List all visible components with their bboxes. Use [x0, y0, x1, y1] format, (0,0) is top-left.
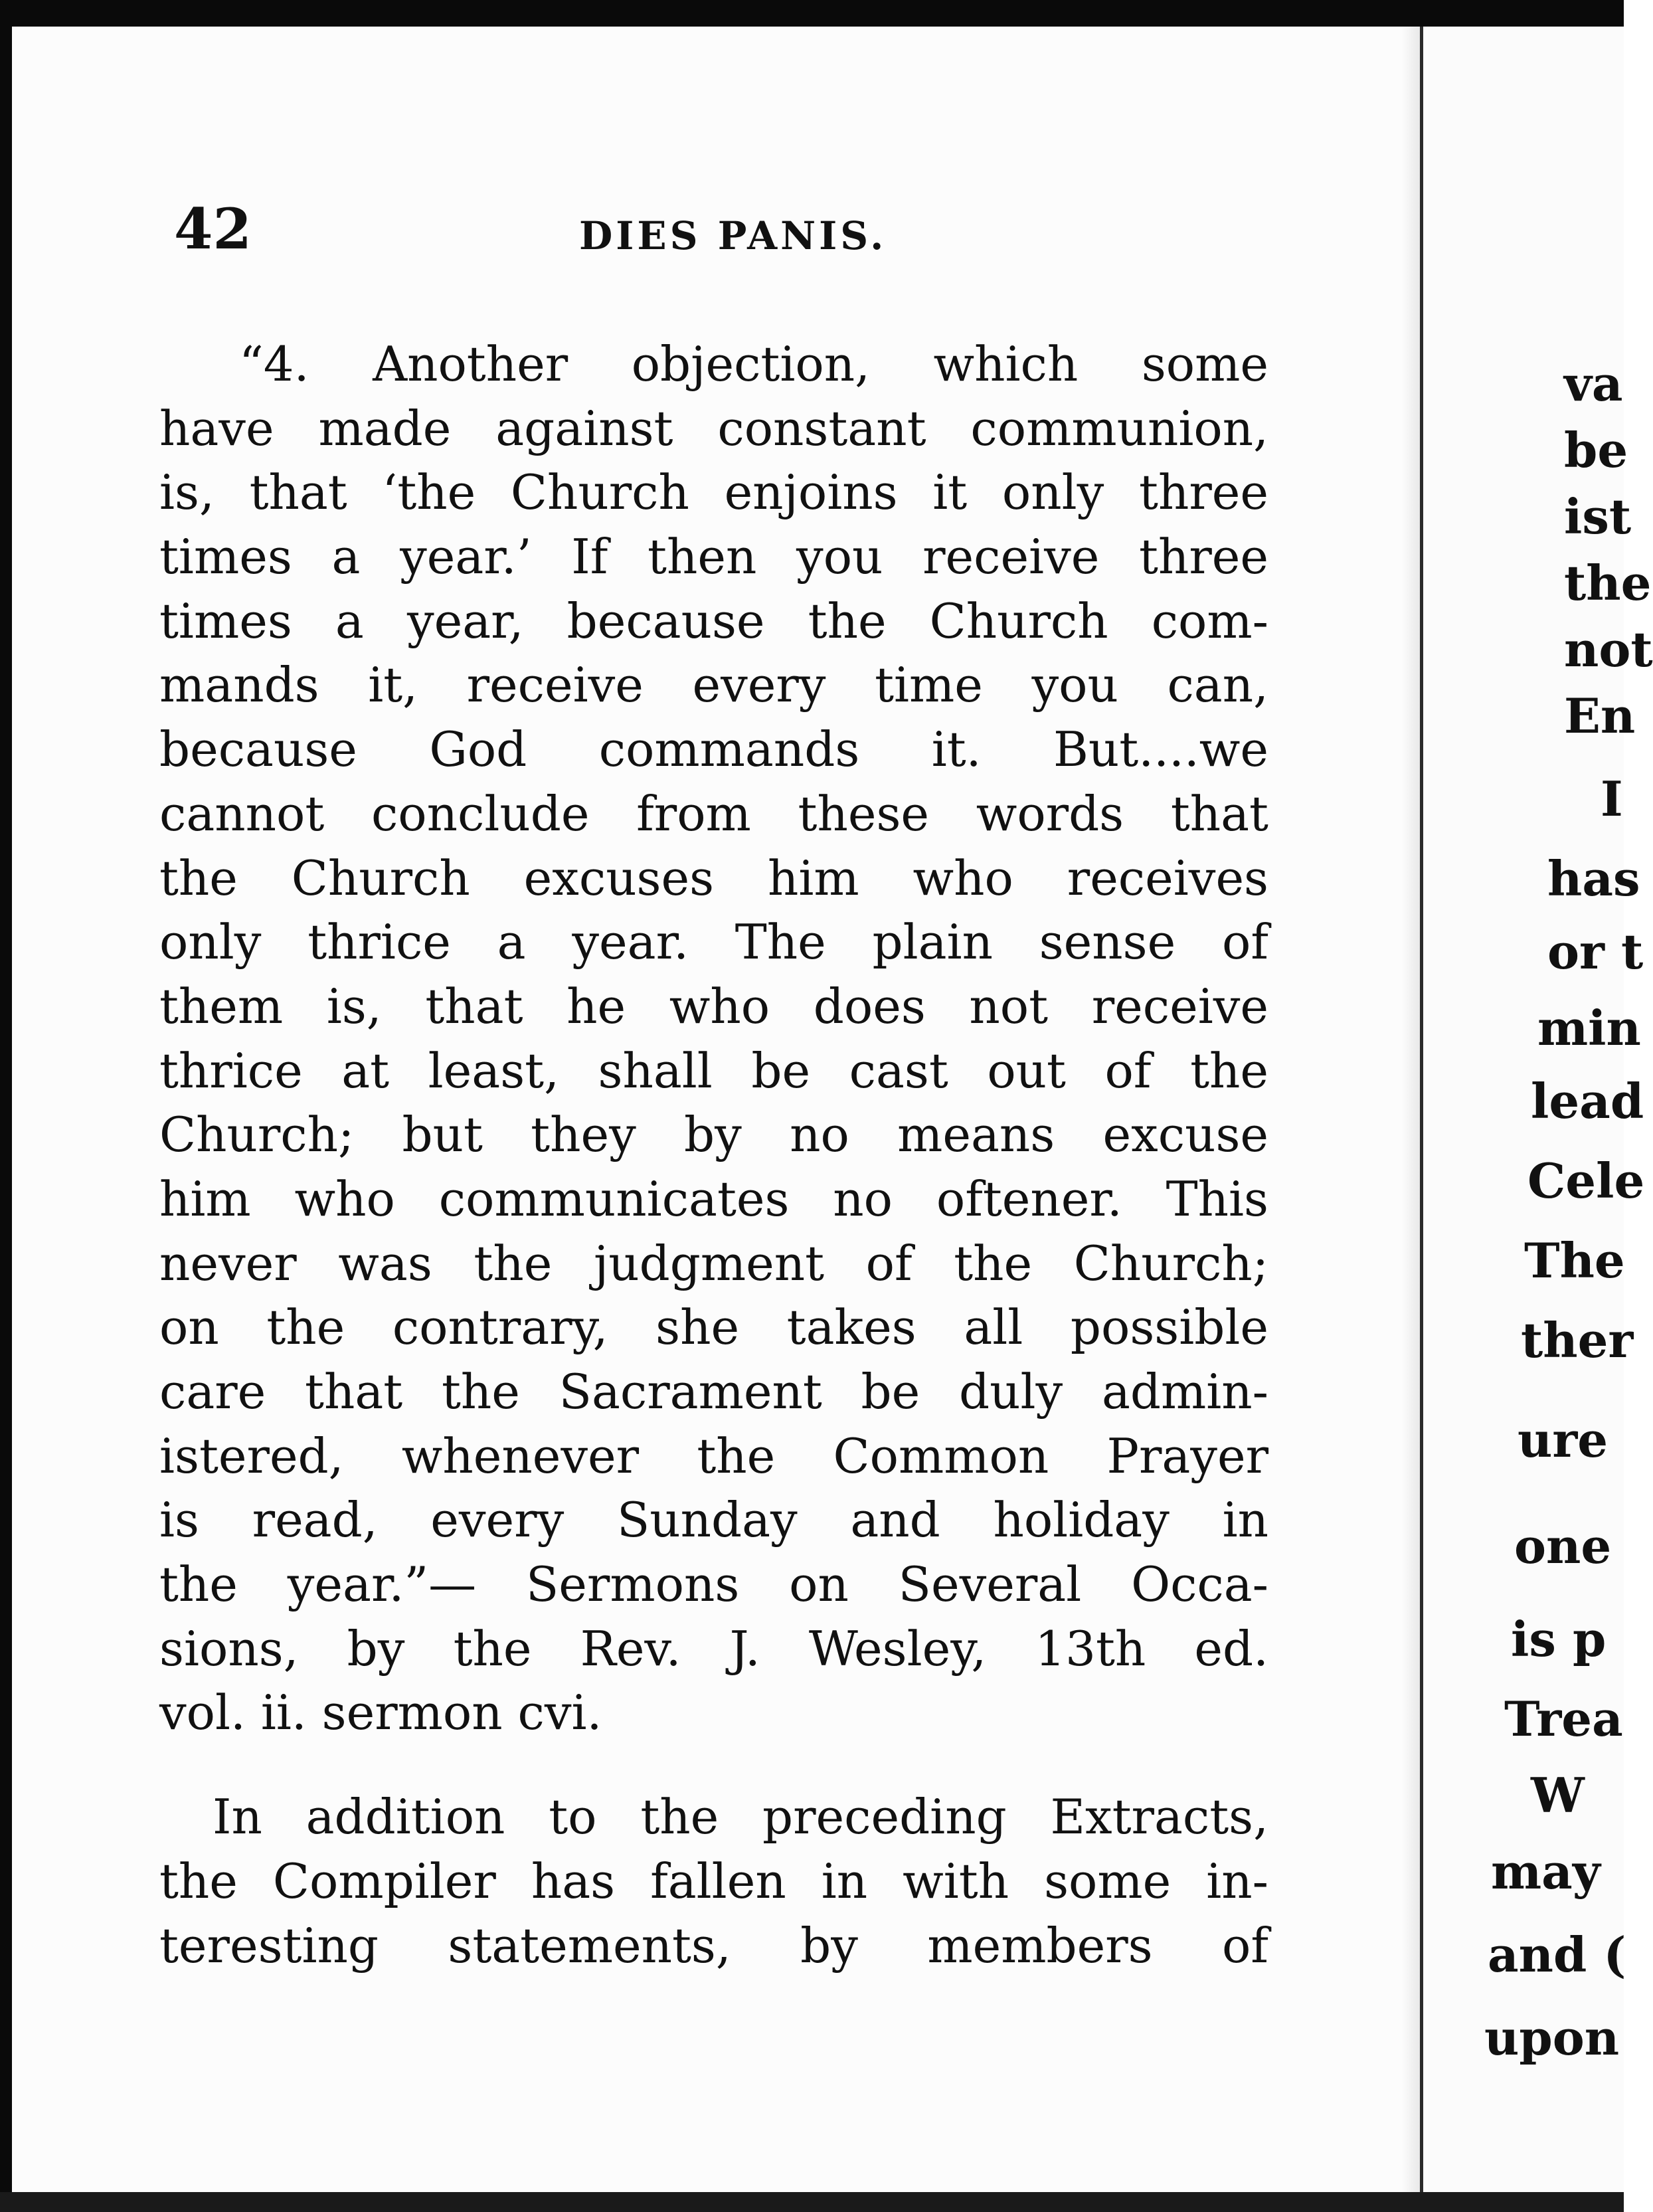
text-line: cannot conclude from these words that: [159, 785, 1268, 842]
running-title: DIES PANIS.: [579, 213, 887, 258]
text-fragment: ther: [1521, 1312, 1634, 1368]
text-fragment: not: [1564, 621, 1653, 678]
scan-bottom-border: [0, 2192, 1624, 2212]
text-line: the Church excuses him who receives: [159, 850, 1268, 906]
text-line: them is, that he who does not receive: [159, 978, 1268, 1034]
text-fragment: I: [1601, 771, 1623, 827]
text-fragment: one: [1514, 1518, 1612, 1574]
page-number: 42: [174, 196, 252, 262]
text-fragment: W: [1531, 1767, 1585, 1823]
text-line: thrice at least, shall be cast out of the: [159, 1042, 1268, 1099]
text-fragment: lead: [1531, 1073, 1644, 1129]
text-fragment: may: [1491, 1843, 1601, 1900]
text-line: care that the Sacrament be duly admin-: [159, 1364, 1268, 1420]
text-line: sions, by the Rev. J. Wesley, 13th ed.: [159, 1620, 1268, 1677]
scan-top-border: [0, 0, 1624, 27]
text-line: never was the judgment of the Church;: [159, 1235, 1268, 1291]
text-fragment: upon: [1484, 2009, 1620, 2066]
text-fragment: or t: [1547, 923, 1644, 980]
text-line: times a year.’ If then you receive three: [159, 529, 1268, 585]
text-line: Church; but they by no means excuse: [159, 1107, 1268, 1163]
text-fragment: En: [1564, 688, 1636, 744]
body-text: [159, 332, 1268, 1978]
text-line: istered, whenever the Common Prayer: [159, 1428, 1268, 1484]
text-line: the year.”— Sermons on Several Occa-: [159, 1556, 1268, 1613]
text-line: teresting statements, by members of: [159, 1917, 1268, 1974]
book-gutter: [1420, 20, 1423, 2212]
scan-left-border: [0, 0, 12, 2212]
text-line: is read, every Sunday and holiday in: [159, 1492, 1268, 1548]
text-fragment: The: [1524, 1232, 1625, 1289]
text-line: him who communicates no oftener. This: [159, 1170, 1268, 1227]
text-fragment: has: [1547, 850, 1640, 907]
text-line: In addition to the preceding Extracts,: [213, 1789, 1268, 1845]
text-line: mands it, receive every time you can,: [159, 657, 1268, 713]
text-line: vol. ii. sermon cvi.: [159, 1685, 602, 1741]
text-fragment: Trea: [1504, 1691, 1623, 1747]
text-fragment: ure: [1518, 1412, 1609, 1468]
text-fragment: min: [1537, 1000, 1641, 1056]
text-line: only thrice a year. The plain sense of: [159, 914, 1268, 970]
right-page-fragment: [1428, 27, 1653, 2192]
text-line: “4. Another objection, which some: [239, 336, 1268, 392]
text-line: on the contrary, she takes all possible: [159, 1299, 1268, 1356]
page-header: [174, 193, 1263, 266]
text-line: have made against constant communion,: [159, 400, 1268, 456]
text-line: because God commands it. But....we: [159, 721, 1268, 778]
gutter-shadow: [1401, 20, 1420, 2212]
text-fragment: is p: [1511, 1611, 1607, 1667]
text-fragment: the: [1564, 555, 1652, 611]
text-line: times a year, because the Church com-: [159, 593, 1268, 649]
text-line: is, that ‘the Church enjoins it only three: [159, 464, 1268, 521]
text-fragment: and (: [1488, 1926, 1626, 1983]
text-fragment: be: [1564, 422, 1628, 478]
text-fragment: ist: [1564, 488, 1632, 545]
text-fragment: va: [1564, 355, 1623, 412]
text-fragment: Cele: [1527, 1152, 1645, 1209]
text-line: the Compiler has fallen in with some in-: [159, 1853, 1268, 1909]
